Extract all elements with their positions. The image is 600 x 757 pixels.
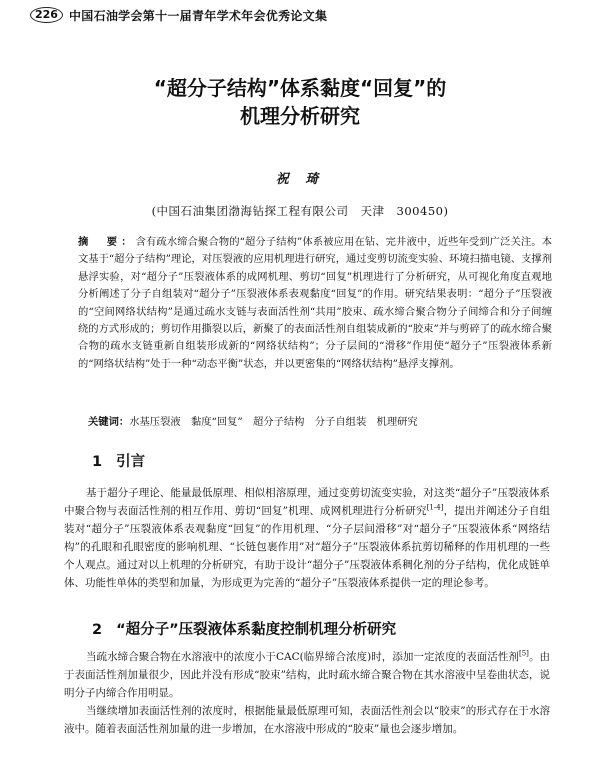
section-2-number: 2 [92,622,103,638]
title-line-2: 机理分析研究 [240,104,360,128]
section-2-text-b: 。由于表面活性剂加量很少，因此并没有形成“胶束”结构，此时疏水缔合聚合物在其水溶液中呈卷曲状态，说明分子内缔合作用明显。 [64,651,551,699]
section-1-text-b: ，提出并阐述分子自组装对“超分子”压裂液体系表观黏度“回复”的作用机理、“分子层间滑移”对“超分子”压裂液体系“网络结构”的孔眼和孔眼密度的影响机理、“长链包裹作用”对“超分子”压裂液体系抗剪切稀释的作用机理的一些个人观点。通过对以上机理的分析研究，有助于设计“超分子”压裂液体系稠化剂的分子结构，优化成链单体、功能性单体的类型和加量，为形成更为完善的“超分子”压裂液体系提供一定的理论参考。 [64,505,550,589]
running-header [30,4,570,26]
citation-ref: [1-4] [426,503,444,512]
page-number: 226 [30,7,63,23]
section-2-paragraph-2: 当继续增加表面活性剂的浓度时，根据能量最低原理可知，表面活性剂会以“胶束”的形式存在于水溶液中。随着表面活性剂加量的进一步增加，在水溶液中形成的“胶束”量也会逐步增加。 [64,705,550,735]
keywords-text: 水基压裂液 黏度“回复” 超分子结构 分子自组装 机理研究 [129,416,418,428]
section-1-number: 1 [92,454,103,470]
title-line-1: “超分子结构”体系黏度“回复”的 [153,76,447,100]
citation-ref: [5] [518,649,529,658]
abstract [78,234,552,373]
paper-title [60,74,540,130]
section-1-heading [92,450,145,471]
section-2-text-a: 当疏水缔合聚合物在水溶液中的浓度小于CAC(临界缔合浓度)时，添加一定浓度的表面活性剂 [86,651,519,663]
section-1-paragraph [64,484,550,592]
section-1-text-a: 基于超分子理论、能量最低原理、相似相溶原理，通过变剪切流变实验，对这类“超分子”压裂液体系中聚合物与表面活性剂的相互作用、剪切“回复”机理、成网机理进行分析研究 [64,487,550,517]
section-2-heading [92,618,396,639]
section-2-title: “超分子”压裂液体系黏度控制机理分析研究 [116,622,397,638]
abstract-label: 摘 要： [78,236,136,248]
keywords [88,414,548,431]
section-1-title: 引言 [116,454,146,470]
author-name: 祝 琦 [275,172,325,187]
author-affiliation: (中国石油集团渤海钻探工程有限公司 天津 300450) [151,204,449,218]
abstract-text: 含有疏水缔合聚合物的“超分子结构”体系被应用在钻、完井液中，近些年受到广泛关注。本文基于“超分子结构”理论，对压裂液的应用机理进行研究，通过变剪切流变实验、环境扫描电镜、支撑剂悬浮实验，对“超分子”压裂液体系的成网机理、剪切“回复”机理进行了分析研究，从可视化角度直观地分析阐述了分子自组装对“超分子”压裂液体系表观黏度“回复”的作用。研究结果表明：“超分子”压裂液的“空间网络状结构”是通过疏水支链与表面活性剂“共用”胶束、疏水缔合聚合物分子间缔合和分子间缠绕的方式形成的；剪切作用撕裂以后，新聚了的表面活性剂自组装成新的“胶束”并与剪碎了的疏水缔合聚合物的疏水支链重新自组装形成新的“网络状结构”；分子层间的“滑移”作用使“超分子”压裂液体系新的“网络状结构”处于一种“动态平衡”状态，并以更密集的“网络状结构”悬浮支撑剂。 [78,236,553,370]
section-2-paragraph-1 [64,648,550,702]
running-head-title: 中国石油学会第十一届青年学术年会优秀论文集 [68,8,328,23]
keywords-label: 关键词： [88,416,130,428]
